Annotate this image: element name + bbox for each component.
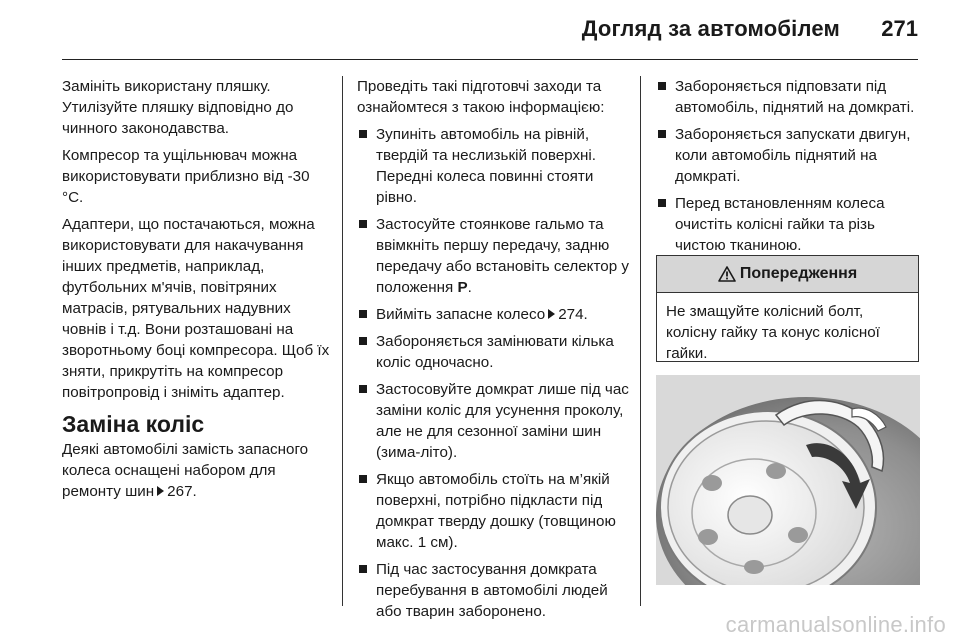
warning-triangle-icon	[718, 266, 736, 282]
square-bullet-icon	[359, 385, 367, 393]
section-title: Заміна коліс	[62, 411, 205, 437]
list-item	[656, 124, 921, 187]
column-right	[656, 76, 921, 262]
page-reference-link[interactable]: 267.	[167, 483, 197, 500]
warning-title: Попередження	[739, 265, 858, 282]
list-item-text: Застосовуйте домкрат лише під час заміни коліс для усунення проколу, але не для сезонної заміни шин (зима-літо).	[376, 381, 629, 461]
square-bullet-icon	[359, 565, 367, 573]
list-item	[656, 76, 921, 118]
column-divider	[342, 76, 343, 606]
list-item-text: .	[467, 279, 472, 296]
list-item-text: Зупиніть автомобіль на рівній, твердій та неслизькій поверхні. Передні колеса повинні стояти рівно.	[376, 126, 597, 206]
list-item	[357, 331, 629, 373]
warning-header	[657, 256, 918, 293]
square-bullet-icon	[359, 310, 367, 318]
list-item-text: Перед встановленням колеса очистіть колісні гайки та різь чистою тканиною.	[675, 195, 885, 254]
list-item	[357, 124, 629, 208]
page-header	[0, 0, 960, 58]
paragraph: Компресор та ущільнювач можна використовувати приблизно від -30 °C.	[62, 147, 310, 206]
column-left	[62, 76, 330, 508]
paragraph: Замініть використану пляшку. Утилізуйте пляшку відповідно до чинного законодавства.	[62, 78, 294, 137]
paragraph: Адаптери, що постачаються, можна використовувати для накачування інших предметів, наприклад, футбольних м'ячів, повітряних матрасів, рятувальних надувних човнів і т.д. Вони розташовані на зворотньому боці компресора. Щоб їх зняти, прикрутіть на компресор повітропровід і зніміть адаптер.	[62, 216, 330, 401]
header-rule	[62, 59, 918, 60]
list-item	[357, 214, 629, 298]
reference-icon	[548, 309, 555, 319]
warning-box	[656, 255, 919, 362]
column-middle	[357, 76, 629, 628]
square-bullet-icon	[658, 130, 666, 138]
square-bullet-icon	[359, 475, 367, 483]
square-bullet-icon	[658, 199, 666, 207]
list-item	[357, 379, 629, 463]
column-divider	[640, 76, 641, 606]
list-item-text: Застосуйте стоянкове гальмо та ввімкніть першу передачу, задню передачу або встановіть селектор у положення	[376, 216, 629, 296]
page-number: 271	[881, 16, 918, 41]
list-item	[357, 304, 629, 325]
wheel-cover-removal-illustration	[656, 375, 920, 585]
page-title: Догляд за автомобілем	[581, 16, 840, 41]
page-reference-link[interactable]: 274.	[558, 306, 588, 323]
list-item-text: Забороняється замінювати кілька коліс одночасно.	[376, 333, 614, 371]
list-item-text: Забороняється запускати двигун, коли автомобіль піднятий на домкраті.	[675, 126, 911, 185]
paragraph: Проведіть такі підготовчі заходи та ознайомтеся з такою інформацією:	[357, 78, 605, 116]
reference-icon	[157, 486, 164, 496]
list-item	[357, 559, 629, 622]
paragraph	[62, 439, 330, 502]
list-item-text: Забороняється підповзати під автомобіль, піднятий на домкраті.	[675, 78, 915, 116]
list-item-text: Вийміть запасне колесо	[376, 306, 546, 323]
list-item	[656, 193, 921, 256]
list-item-text: Під час застосування домкрата перебування в автомобілі людей або тварин заборонено.	[376, 561, 608, 620]
gear-position-label: P	[457, 279, 468, 296]
square-bullet-icon	[359, 220, 367, 228]
warning-text: Не змащуйте колісний болт, колісну гайку та конус колісної гайки.	[666, 303, 880, 362]
list-item-text: Якщо автомобіль стоїть на м’якій поверхні, потрібно підкласти під домкрат тверду дошку (товщиною макс. 1 см).	[376, 471, 616, 551]
square-bullet-icon	[359, 337, 367, 345]
watermark: carmanualsonline.info	[725, 612, 946, 637]
list-item	[357, 469, 629, 553]
square-bullet-icon	[359, 130, 367, 138]
bullet-list	[357, 124, 629, 622]
bullet-list	[656, 76, 921, 256]
square-bullet-icon	[658, 82, 666, 90]
paragraph-text: Деякі автомобілі замість запасного колеса оснащені набором для ремонту шин	[62, 441, 309, 500]
